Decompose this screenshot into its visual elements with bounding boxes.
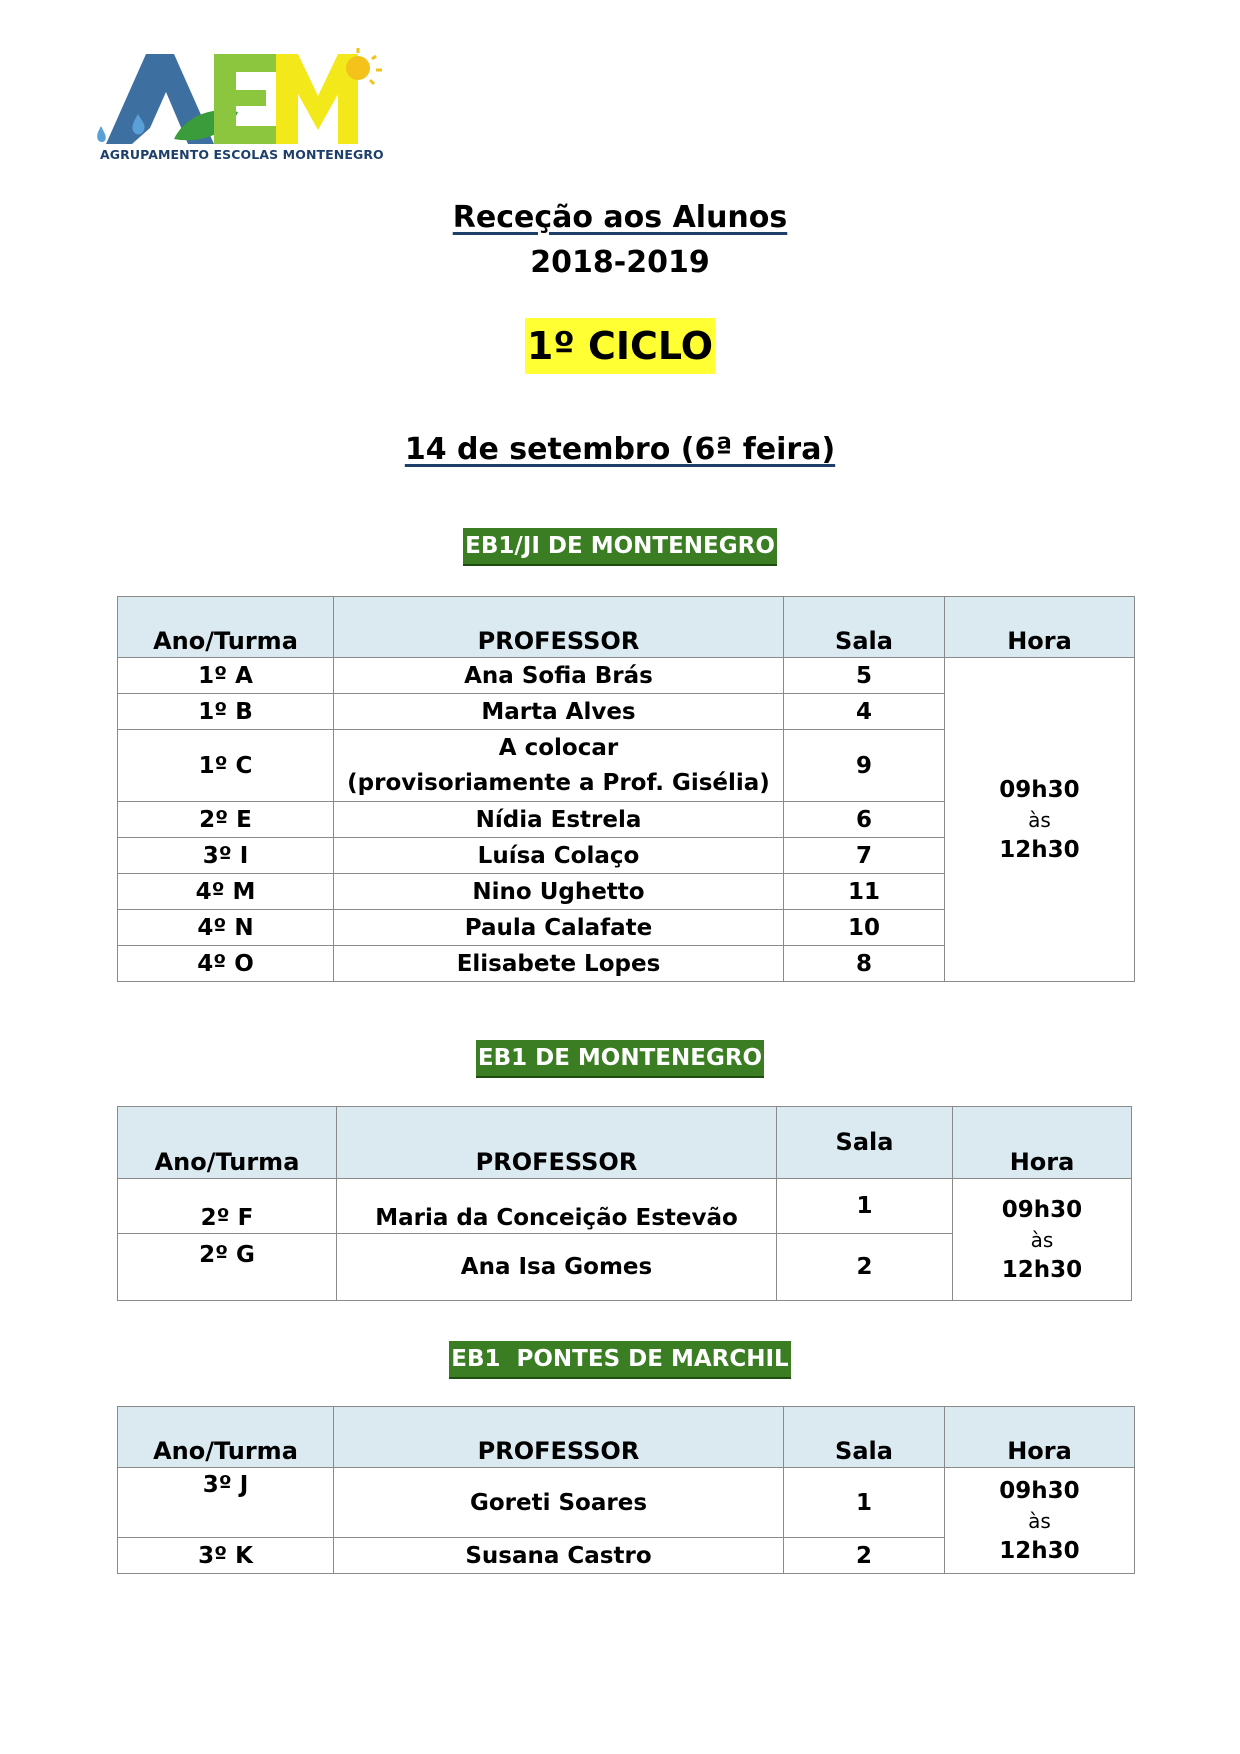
cell-sala: 7 <box>784 838 945 874</box>
cell-sala: 9 <box>784 730 945 802</box>
cell-professor: Marta Alves <box>334 694 784 730</box>
col-header-ano: Ano/Turma <box>118 1407 334 1468</box>
col-header-sala: Sala <box>777 1107 953 1179</box>
cell-professor: Luísa Colaço <box>334 838 784 874</box>
col-header-hora: Hora <box>945 1407 1135 1468</box>
school-year: 2018-2019 <box>530 245 710 280</box>
schedule-table-3 <box>117 1406 1135 1574</box>
hora-start: 09h30 <box>999 1477 1080 1504</box>
cell-professor: Paula Calafate <box>334 910 784 946</box>
table-header-row <box>118 1107 1132 1179</box>
cell-ano: 3º J <box>118 1468 334 1538</box>
col-header-professor: PROFESSOR <box>334 1407 784 1468</box>
col-header-sala: Sala <box>784 597 945 658</box>
col-header-hora: Hora <box>945 597 1135 658</box>
hora-end: 12h30 <box>1001 1256 1083 1283</box>
cell-professor: Goreti Soares <box>334 1468 784 1538</box>
col-header-professor: PROFESSOR <box>337 1107 777 1179</box>
cell-hora <box>953 1179 1132 1301</box>
schedule-table-1 <box>117 596 1135 982</box>
cell-professor: Nino Ughetto <box>334 874 784 910</box>
cell-professor: Susana Castro <box>334 1538 784 1574</box>
cell-hora <box>945 658 1135 982</box>
schedule-table-2 <box>117 1106 1132 1301</box>
school-label: EB1/JI DE MONTENEGRO <box>463 528 777 566</box>
school-label: EB1 PONTES DE MARCHIL <box>449 1341 790 1379</box>
cell-sala: 1 <box>784 1468 945 1538</box>
table-row <box>118 658 1135 694</box>
cell-sala: 2 <box>777 1234 953 1301</box>
school-name-3 <box>0 1341 1240 1379</box>
hora-start: 09h30 <box>999 776 1080 803</box>
cell-ano: 1º A <box>118 658 334 694</box>
cell-sala: 11 <box>784 874 945 910</box>
cell-professor: Ana Isa Gomes <box>337 1234 777 1301</box>
col-header-hora: Hora <box>953 1107 1132 1179</box>
cell-sala: 6 <box>784 802 945 838</box>
logo-letter-m <box>276 54 358 144</box>
hora-start: 09h30 <box>1001 1196 1083 1223</box>
cell-ano: 3º K <box>118 1538 334 1574</box>
school-name-2 <box>0 1040 1240 1078</box>
professor-note: (provisoriamente a Prof. Gisélia) <box>347 769 770 796</box>
hora-sep: às <box>1028 807 1051 832</box>
cell-ano: 1º B <box>118 694 334 730</box>
cell-ano: 2º G <box>118 1234 337 1301</box>
school-logo <box>96 44 396 164</box>
cell-ano: 3º I <box>118 838 334 874</box>
cell-ano: 4º N <box>118 910 334 946</box>
table-header-row <box>118 597 1135 658</box>
cell-sala: 2 <box>784 1538 945 1574</box>
table-row <box>118 1468 1135 1538</box>
cell-sala: 10 <box>784 910 945 946</box>
cell-ano: 2º F <box>118 1179 337 1234</box>
cell-professor: Nídia Estrela <box>334 802 784 838</box>
cell-sala: 5 <box>784 658 945 694</box>
hora-end: 12h30 <box>999 1537 1080 1564</box>
cell-professor <box>334 730 784 802</box>
cell-professor: Maria da Conceição Estevão <box>337 1179 777 1234</box>
cell-ano: 4º M <box>118 874 334 910</box>
cell-ano: 4º O <box>118 946 334 982</box>
school-label: EB1 DE MONTENEGRO <box>476 1040 764 1078</box>
cycle-label: 1º CICLO <box>525 318 715 374</box>
cycle-badge <box>0 318 1240 374</box>
table-row <box>118 1179 1132 1234</box>
col-header-sala: Sala <box>784 1407 945 1468</box>
aem-logo-graphic <box>96 44 396 149</box>
hora-end: 12h30 <box>999 836 1080 863</box>
reception-date: 14 de setembro (6ª feira) <box>404 432 836 467</box>
cell-professor: Ana Sofia Brás <box>334 658 784 694</box>
cell-sala: 4 <box>784 694 945 730</box>
cell-sala: 1 <box>777 1179 953 1234</box>
cell-hora <box>945 1468 1135 1574</box>
hora-sep: às <box>1028 1508 1051 1533</box>
small-water-drop-icon <box>97 126 106 142</box>
school-name-1 <box>0 528 1240 566</box>
cell-professor: Elisabete Lopes <box>334 946 784 982</box>
col-header-ano: Ano/Turma <box>118 597 334 658</box>
logo-caption: AGRUPAMENTO ESCOLAS MONTENEGRO <box>100 147 384 162</box>
table-header-row <box>118 1407 1135 1468</box>
col-header-ano: Ano/Turma <box>118 1107 337 1179</box>
hora-sep: às <box>1030 1227 1054 1252</box>
col-header-professor: PROFESSOR <box>334 597 784 658</box>
professor-name: A colocar <box>498 734 619 761</box>
cell-ano: 2º E <box>118 802 334 838</box>
page-title: Receção aos Alunos <box>452 200 788 235</box>
cell-ano: 1º C <box>118 730 334 802</box>
sun-icon <box>346 56 370 80</box>
cell-sala: 8 <box>784 946 945 982</box>
